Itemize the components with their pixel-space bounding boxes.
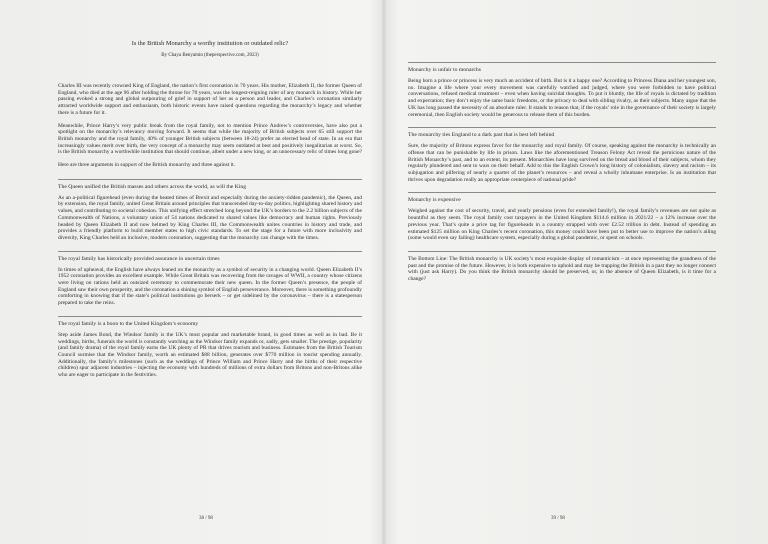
- argument-section: [58, 316, 362, 379]
- section-divider: [408, 62, 716, 63]
- bottom-line-section: [408, 251, 716, 283]
- intro-paragraph: Meanwhile, Prince Harry’s very public break from the royal family, not to mention Prince Andrew’s controversies, have also put a spotlight on the monarchy’s relevancy moving forward. It seems that while the majority of British subjects over 65 still support the British monarchy and the royal family, 40% of younger British subjects (between 18-24) prefer an elected head of state. In an era that increasingly values merit over birth, the very concept of a monarchy may seem outdated at best and positively inegalitarian at worst. So, is the British monarchy a worthwhile institution that should continue, albeit under a new king, or an unnecessary relic of times long gone?: [58, 122, 362, 156]
- argument-section: [408, 127, 716, 183]
- right-page: [384, 0, 768, 544]
- argument-section: [408, 192, 716, 242]
- intro-paragraph: Charles III was recently crowned King of England, the nation’s first coronation in 70 years. His mother, Elizabeth II, the former Queen of England, who died at the age 96 after holding the throne for 70 years, was the longest-reigning ruler of any monarch in history. While her passing evoked a strong and global outpouring of grief in support of her as a person and leader, and Charles’s coronation similarly attracted worldwide support and enthusiasm, both historic events have raised questions regarding the monarchy’s legacy and whether there is a future for it.: [58, 83, 362, 116]
- page-number-right: 39 / 98: [551, 516, 565, 521]
- section-heading: Monarchy is expensive: [408, 197, 461, 204]
- article-byline: By Chaya Benyamin (theperspective.com, 2023): [161, 53, 259, 58]
- section-divider: [408, 127, 716, 128]
- section-paragraph: Step aside James Bond, the Windsor family is the UK’s most popular and marketable brand, in good times as well as in bad. Be it weddings, births, funerals the world is constantly watching as the Windsor family expands or, sadly, gets smaller. The prestige, popularity (and family drama) of the royal family earns the UK plenty of PR that drives tourism and business. Estimates from the British Tourism Council surmise that the Windsor family, worth an estimated $88 billion, generates over $770 million in tourist spending annually. Additionally, the family’s milestones (such as the weddings of Prince William and Prince Harry and the births of their respective children) spur adjacent industries – injecting the economy with hundreds of millions of extra dollars from Britons and non-Britons alike who are eager to participate in the festivities.: [58, 331, 362, 379]
- article-title: Is the British Monarchy a worthy institution or outdated relic?: [131, 40, 289, 47]
- section-heading: The royal family has historically provided assurance in uncertain times: [58, 255, 220, 262]
- argument-section: [58, 179, 362, 242]
- section-divider: [408, 251, 716, 252]
- section-paragraph: In times of upheaval, the English have always leaned on the monarchy as a symbol of security in a changing world. Queen Elizabeth II’s 1952 coronation provides an excellent example. While Great Britain was recovering from the ravages of WWII, a country whose citizens were living on rations held an outsized ceremony to commemorate their new queen. In the former Queen’s presence, the people of England saw their own prosperity, and the coronation a shining symbol of English perseverance. Moreover, there is something profoundly comforting in knowing that if the state’s political institutions go berserk – or get sidelined by the coronavirus – there is a statesperson prepared to take the reins.: [58, 266, 362, 307]
- section-paragraph: Being born a prince or princess is very much an accident of birth. But is it a happy one? According to Princess Diana and her youngest son, no. Imagine a life where your every movement was carefully watched and judged, where you were forbidden to have political conversations, refused medical treatment – even when having suicidal thoughts. To put it bluntly, the life of royals is dictated by tradition and expectation; they don’t enjoy the same basic freedoms, or the privacy to deal with sibling rivalry, as their subjects. Many argue that the UK has long passed the necessity of an absolute ruler. It stands to reason that, if the royals’ role in the governance of their society is largely ceremonial, then English society would be generous to release them of this burden.: [408, 78, 716, 118]
- page-number-left: 38 / 98: [199, 516, 213, 521]
- section-divider: [58, 251, 362, 252]
- section-heading: The royal family is a boon to the United Kingdom’s economy: [58, 320, 199, 327]
- section-divider: [408, 192, 716, 193]
- section-heading: The Queen unified the British masses and others across the world, as will the King: [58, 183, 247, 190]
- section-paragraph: Weighed against the cost of security, travel, and yearly pensions (even for extended family!), the royal family’s revenues are not quite as bountiful as they seem. The royal family cost taxpayers in the United Kingdom $114.6 million in 2021/22 – a 12% increase over the previous year. That’s quite a price tag for figureheads in a country strapped with over £2.52 trillion in debt. Instead of spending an estimated $125 million on King Charles’s recent coronation, this money could have been put to better use to improve the nation’s ailing (some would even say failing) healthcare system, especially during a global pandemic, or spent on schools.: [408, 208, 716, 242]
- section-paragraph: Sure, the majority of Britons express favor for the monarchy and royal family. Of course, speaking against the monarchy is technically an offense that can be punishable by life in prison. Laws like the aforementioned Treason Felony Act reveal the pernicious nature of the British Monarchy’s past, and to an extent, its present. Monarchies have long survived on the bread and blood of their subjects, whom they regularly plundered and sent to wars on their behalf. Add to this the English Crown’s long history of colonialism, slavery and racism – its subjugation and pilfering of nearly a quarter of the planet’s resources – and reveal a wholly inhumane enterprise. Is an institution that thrives upon degradation really an appropriate centerpiece of national pride?: [408, 143, 716, 183]
- intro-paragraph: Here are three arguments in support of the British monarchy and three against it.: [58, 162, 236, 169]
- bottom-line-paragraph: The Bottom Line: The British monarchy is UK society’s most exquisite display of romanticism – at once representing the grandness of the past and the promise of the future. However, it is both expensive to uphold and may be trapping the British in a past they no longer connect with (just ask Harry). Do you think the British monarchy should be preserved, or, in the absence of Queen Elizabeth, is it time for a change?: [408, 255, 716, 283]
- argument-section: [58, 251, 362, 307]
- argument-section: [408, 62, 716, 118]
- section-divider: [58, 316, 362, 317]
- section-divider: [58, 179, 362, 180]
- section-heading: Monarchy is unfair to monarchs: [408, 67, 481, 73]
- section-paragraph: As an a-political figurehead (even during the heated times of Brexit and especially during the anxiety-ridden pandemic), the Queen, and by extension, the royal family, united Great Britain around principles that transcended day-to-day politics, highlighting shared history and values, and contributing to societal cohesion. This unifying effect stretched long beyond the UK’s borders to the 2.2 billion subjects of the Commonwealth of Nations, a voluntary union of 54 nations dedicated to shared values like democracy and human rights. Previously headed by Queen Elizabeth II and now helmed by King Charles III, the Commonwealth unites countries in history and trade, and provides a friendly platform to build member states to high civic standards. To set the stage for a future with more inclusivity and diversity, King Charles held an inclusive, modern coronation, suggesting that the monarchy can change with the times.: [58, 194, 362, 241]
- section-heading: The monarchy ties England to a dark past that is best left behind: [408, 132, 555, 139]
